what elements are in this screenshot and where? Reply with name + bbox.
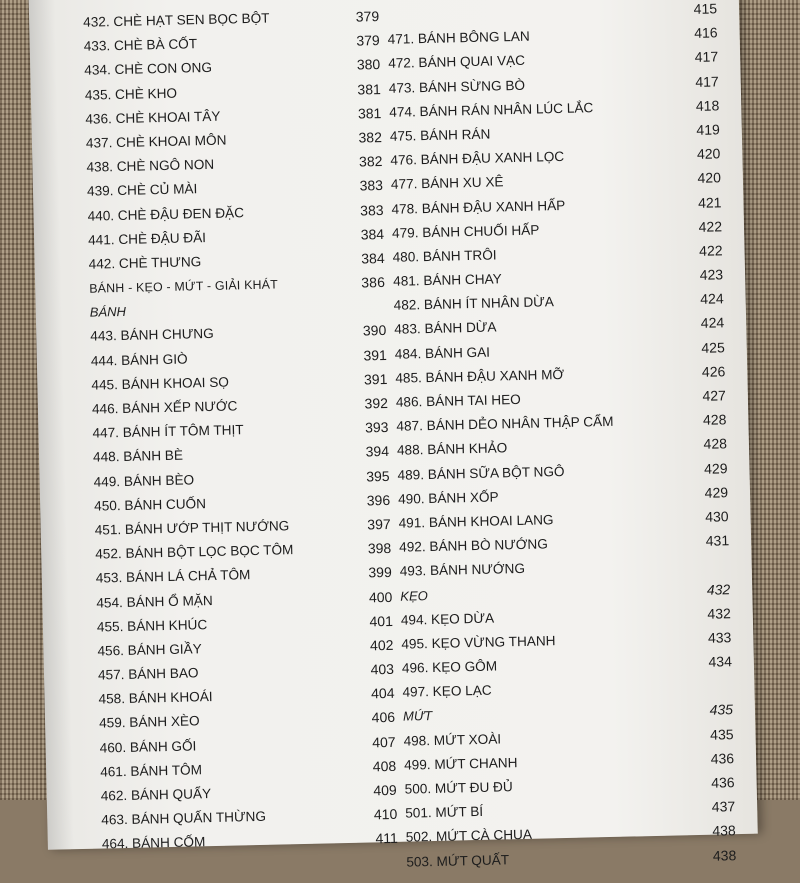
entry-title: 449. BÁNH BÈO <box>93 471 195 490</box>
entry-title: BÁNH - KẸO - MỨT - GIẢI KHÁT <box>89 277 279 296</box>
page-number: 419 <box>696 121 720 138</box>
page-number: 383 <box>359 177 384 194</box>
entry-title: 497. KẸO LẠC <box>402 682 492 700</box>
entry-title: 486. BÁNH TAI HEO <box>395 391 521 410</box>
entry-title: 496. KẸO GÔM <box>401 658 498 676</box>
page-number: 386 <box>361 274 386 291</box>
entry-title: 499. MỨT CHANH <box>403 754 518 773</box>
entry-title: 484. BÁNH GAI <box>394 344 491 362</box>
page-number: 380 <box>356 56 381 73</box>
entry-title: 502. MỨT CÀ CHUA <box>405 827 533 846</box>
page-number: 436 <box>711 774 735 791</box>
page-number: 424 <box>700 314 725 332</box>
page-number: 437 <box>711 798 736 815</box>
entry-title: 451. BÁNH ƯỚP THỊT NƯỚNG <box>94 518 290 538</box>
entry-title: 479. BÁNH CHUỐI HẤP <box>391 222 540 241</box>
entry-title: 435. CHÈ KHO <box>84 85 178 103</box>
page-number: 384 <box>360 225 385 243</box>
page-number: 434 <box>708 653 733 670</box>
page-number: 436 <box>710 749 735 767</box>
entry-title: 444. BÁNH GIÒ <box>90 351 188 369</box>
page-number: 407 <box>372 733 396 751</box>
page-number: 432 <box>707 604 731 622</box>
page-number: 400 <box>368 588 393 605</box>
entry-title: 453. BÁNH LÁ CHẢ TÔM <box>95 567 251 586</box>
entry-title: 478. BÁNH ĐẬU XANH HẤP <box>391 197 566 217</box>
entry-title: 491. BÁNH KHOAI LANG <box>398 512 554 531</box>
page-number: 390 <box>362 322 387 339</box>
entry-title: 489. BÁNH SỮA BỘT NGÔ <box>397 463 565 483</box>
page-number: 421 <box>697 193 722 211</box>
page-number: 382 <box>358 128 383 146</box>
page-number: 428 <box>702 411 727 428</box>
entry-title: 462. BÁNH QUẨY <box>100 786 212 804</box>
page-number: 391 <box>363 346 387 364</box>
entry-title: 471. BÁNH BÔNG LAN <box>387 28 530 48</box>
entry-title: 472. BÁNH QUAI VẠC <box>388 53 526 72</box>
page-number: 418 <box>695 97 720 114</box>
entry-title: 463. BÁNH QUẤN THỪNG <box>101 809 267 828</box>
entry-title: 464. BÁNH CỐM <box>101 834 206 852</box>
entry-title: 490. BÁNH XỐP <box>397 489 499 507</box>
page-number: 382 <box>358 153 383 170</box>
page-number: 404 <box>370 685 395 702</box>
entry-title: 432. CHÈ HẠT SEN BỌC BỘT <box>83 10 270 30</box>
entry-title: 441. CHÈ ĐẬU ĐÃI <box>87 229 207 248</box>
entry-title: 485. BÁNH ĐẬU XANH MỠ <box>395 366 565 386</box>
entry-title: 493. BÁNH NƯỚNG <box>399 561 526 580</box>
page-number: 432 <box>706 580 731 598</box>
entry-title: 450. BÁNH CUỐN <box>94 495 207 514</box>
entry-title: 501. MỨT BÍ <box>405 804 484 821</box>
toc-right-column <box>387 0 737 874</box>
page-number: 402 <box>369 636 394 654</box>
page-number: 435 <box>709 701 734 719</box>
entry-title: 457. BÁNH BAO <box>97 665 199 683</box>
page-number: 429 <box>703 459 728 477</box>
page-number: 423 <box>699 266 724 283</box>
entry-title: 440. CHÈ ĐẬU ĐEN ĐẶC <box>87 204 245 224</box>
entry-title: 442. CHÈ THƯNG <box>88 254 202 272</box>
page-number: 428 <box>703 435 728 453</box>
page-number: 381 <box>357 80 381 98</box>
page-number: 394 <box>365 443 390 460</box>
page-number: 398 <box>367 540 392 557</box>
page-number: 384 <box>361 249 385 267</box>
page-number: 438 <box>712 846 737 864</box>
entry-title: 460. BÁNH GỐI <box>99 738 197 756</box>
entry-title: 495. KẸO VỪNG THANH <box>401 633 556 652</box>
entry-title: 447. BÁNH ÍT TÔM THỊT <box>92 422 244 441</box>
entry-title: MỨT <box>402 708 433 725</box>
entry-title: 436. CHÈ KHOAI TÂY <box>85 108 221 127</box>
page-number: 408 <box>372 757 397 775</box>
entry-title: 458. BÁNH KHOÁI <box>98 689 213 707</box>
page-number: 430 <box>705 508 729 525</box>
entry-title: 480. BÁNH TRÔI <box>392 247 497 265</box>
page-number: 401 <box>369 612 394 630</box>
entry-title: 498. MỨT XOÀI <box>403 731 502 749</box>
page-number: 431 <box>705 532 730 549</box>
page-number: 417 <box>695 72 719 90</box>
page-number: 420 <box>697 169 722 187</box>
page-number: 416 <box>694 24 718 42</box>
page-number: 425 <box>701 338 725 356</box>
entry-title: 474. BÁNH RÁN NHÂN LÚC LẮC <box>389 99 594 120</box>
entry-title: 482. BÁNH ÍT NHÂN DỪA <box>393 294 555 314</box>
entry-title: 443. BÁNH CHƯNG <box>90 326 214 345</box>
page-number: 403 <box>370 660 395 678</box>
page-number: 433 <box>707 629 732 646</box>
entry-title: 461. BÁNH TÔM <box>100 762 203 780</box>
entry-title: 454. BÁNH Ổ MẶN <box>96 592 213 611</box>
entry-title: 438. CHÈ NGÔ NON <box>86 156 215 175</box>
page-number: 420 <box>696 145 721 162</box>
page-number: 429 <box>704 484 729 501</box>
page-number: 438 <box>712 822 736 840</box>
entry-title: 459. BÁNH XÈO <box>98 713 200 732</box>
entry-title: 433. CHÈ BÀ CỐT <box>83 36 198 54</box>
page-number: 422 <box>699 242 723 259</box>
entry-title: 483. BÁNH DỪA <box>394 319 497 338</box>
entry-title: 476. BÁNH ĐẬU XANH LỌC <box>390 149 565 168</box>
page-number: 417 <box>694 48 719 66</box>
book-page <box>28 0 758 870</box>
page-number: 435 <box>709 725 734 743</box>
page-number: 381 <box>357 104 382 122</box>
entry-title: 452. BÁNH BỘT LỌC BỌC TÔM <box>95 542 294 562</box>
page-number: 424 <box>700 290 724 308</box>
page-number: 393 <box>364 419 389 436</box>
entry-title: 456. BÁNH GIẦY <box>97 641 202 659</box>
entry-title: 500. MỨT ĐU ĐỦ <box>404 779 513 797</box>
toc-left-column <box>83 4 402 857</box>
page-number: 415 <box>693 0 718 17</box>
entry-title: 473. BÁNH SỪNG BÒ <box>388 77 526 96</box>
page-number: 406 <box>371 709 396 726</box>
page-number: 397 <box>367 515 391 533</box>
page-number: 426 <box>701 363 726 380</box>
entry-title: 439. CHÈ CỦ MÀI <box>86 181 198 200</box>
entry-title: 445. BÁNH KHOAI SỌ <box>91 374 230 393</box>
page-number: 409 <box>373 781 397 799</box>
page-number: 396 <box>366 491 391 509</box>
page-number: 392 <box>364 394 389 412</box>
entry-title: 487. BÁNH DẺO NHÂN THẬP CẨM <box>396 414 614 434</box>
page-number: 427 <box>702 387 727 404</box>
page-number: 410 <box>373 806 398 823</box>
page-number: 391 <box>363 370 388 388</box>
page-number: 395 <box>366 467 390 485</box>
entry-title: 446. BÁNH XẾP NƯỚC <box>91 398 238 417</box>
entry-title: 492. BÁNH BÒ NƯỚNG <box>399 536 548 555</box>
entry-title: 455. BÁNH KHÚC <box>96 616 208 635</box>
page-number: 383 <box>359 201 384 219</box>
entry-title: 503. MỨT QUẤT <box>406 851 510 870</box>
entry-title: 477. BÁNH XU XÊ <box>390 174 504 193</box>
entry-title: 475. BÁNH RÁN <box>389 126 491 144</box>
entry-title: 488. BÁNH KHẢO <box>396 440 508 459</box>
page-number: 422 <box>698 218 723 235</box>
entry-title: 481. BÁNH CHAY <box>392 271 502 289</box>
entry-title: BÁNH <box>89 304 127 320</box>
entry-title: KẸO <box>400 587 428 604</box>
entry-title: 448. BÁNH BÈ <box>92 447 184 466</box>
page-number: 379 <box>356 32 380 49</box>
entry-title: 434. CHÈ CON ONG <box>84 60 213 79</box>
page-number: 379 <box>355 8 380 25</box>
page-number: 411 <box>375 830 398 847</box>
page-number: 399 <box>368 564 392 581</box>
entry-title: 437. CHÈ KHOAI MÔN <box>85 132 227 151</box>
entry-title: 494. KẸO DỪA <box>400 610 495 628</box>
